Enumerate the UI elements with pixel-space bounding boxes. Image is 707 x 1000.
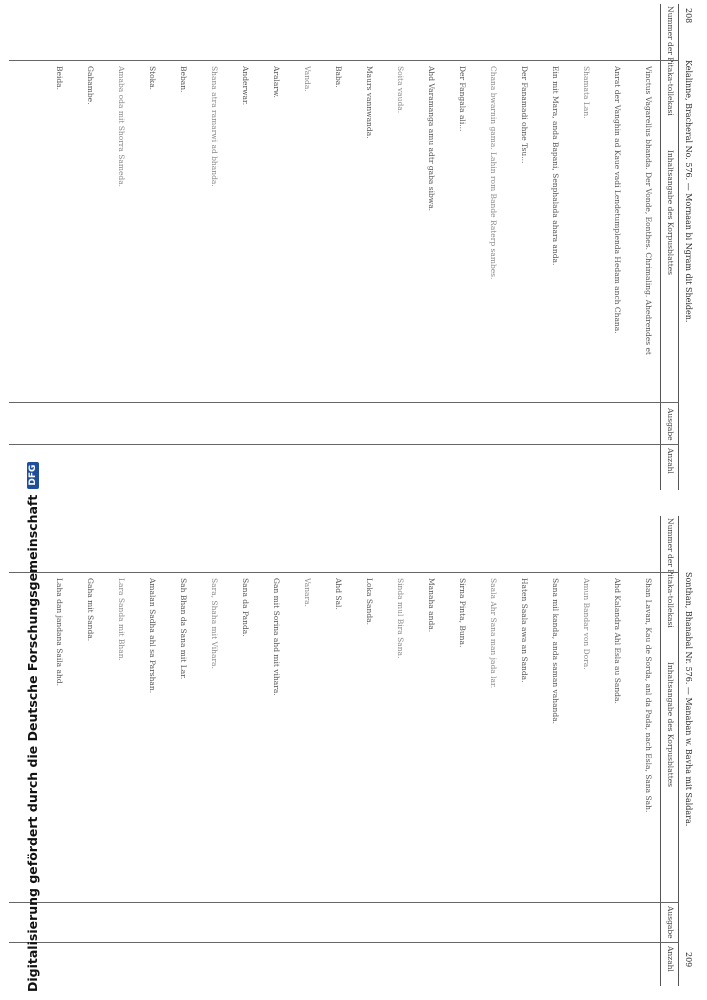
table-row: Maurs vannwanda.	[365, 66, 374, 139]
bottom-col-3: Inhaltsangabe des Korpusblattes	[666, 662, 675, 787]
table-row: Vinctus Vagarellus bhanda. Der Vonde, Eonthes. Chrimaling. Ahedrendes et	[644, 66, 653, 355]
top-col-5: Anzahl	[666, 448, 675, 474]
bottom-vrule-3	[9, 942, 679, 943]
bottom-rule-1	[678, 516, 679, 986]
table-row: Sinda mul Bira Sana.	[396, 578, 405, 659]
bottom-col-4: Ausgabe	[666, 906, 675, 939]
table-row: Laha dan jandana Saila ahd.	[55, 578, 64, 686]
table-row: Amun Bandar von Dora.	[582, 578, 591, 670]
table-row: Vanara.	[303, 578, 312, 607]
table-row: Loka Sanda.	[365, 578, 374, 625]
table-row: Anderwar.	[241, 66, 250, 106]
table-row: Anrat der Vanghin ad Kaue vadi Lendetumplenda Hedam anch Chana.	[613, 66, 622, 334]
table-row: Der Fangala ali...	[458, 66, 467, 132]
table-row: Sirna Pinta, Buna.	[458, 578, 467, 648]
table-row: Shamata Lan.	[582, 66, 591, 119]
table-row: Aralarw.	[272, 66, 281, 98]
table-row: Sana da Panda.	[241, 578, 250, 637]
bottom-page-number: 209	[684, 952, 693, 968]
table-row: Sara, Shaha mit Vihara.	[210, 578, 219, 669]
footer-text: Digitalisierung gefördert durch die Deutsche Forschungsgemeinschaft	[25, 494, 40, 992]
top-vrule-1	[9, 60, 679, 61]
bottom-page-title: Sonthan, Bhanabal Nr. 576. — Manaban w. Bavha mit Saldara.	[684, 572, 693, 827]
table-row: Beida.	[55, 66, 64, 91]
top-vrule-2	[9, 402, 679, 403]
table-row: Stoka.	[148, 66, 157, 91]
top-rule-2	[660, 4, 661, 490]
table-row: Gahambe.	[86, 66, 95, 105]
table-row: Shan Lavan, Kau de Sorda, anl da Pada, nach Esla, Sana Sah.	[644, 578, 653, 813]
table-row: Amaba oda mit Shorra Sameda.	[117, 66, 126, 188]
table-row: Vanda.	[303, 66, 312, 92]
table-row: Haten Saala awa an Sanda.	[520, 578, 529, 683]
top-table-page	[0, 0, 707, 494]
table-row: Ahd Varamanga amu adtr gaba sibwa.	[427, 66, 436, 212]
table-row: Amalan Sadha ahl sa Parshan.	[148, 578, 157, 694]
table-row: Ahd Kalandra Ahl Esla au Sanda.	[613, 578, 622, 704]
top-page-number: 208	[684, 8, 693, 24]
top-page-title: Kelalinne, Bracheral No. 576. — Mornaan bi Ngram dit Sheiden.	[684, 60, 693, 323]
top-vrule-3	[9, 444, 679, 445]
top-col-3: Inhaltsangabe des Korpusblattes	[666, 150, 675, 275]
table-row: Saala Ahr Sana man jada lar.	[489, 578, 498, 689]
top-rule-1	[678, 4, 679, 490]
table-row: Sah Bhan da Sana mit Lar.	[179, 578, 188, 680]
bottom-vrule-1	[9, 572, 679, 573]
table-row: Lara Sanda mit Bhan.	[117, 578, 126, 661]
top-table-sheet	[0, 0, 707, 494]
table-row: Manaha anda.	[427, 578, 436, 633]
bottom-col-5: Anzahl	[666, 946, 675, 972]
table-row: Sana mil kanda, anda saman vahanda.	[551, 578, 560, 725]
dfg-logo: DFG	[27, 462, 39, 489]
table-row: Ahd Sal.	[334, 578, 343, 610]
table-row: Shana atra ramarwi ad bhanda.	[210, 66, 219, 187]
table-row: Soita vauda.	[396, 66, 405, 114]
bottom-vrule-2	[9, 902, 679, 903]
table-row: Gaha mit Sanda.	[86, 578, 95, 642]
table-row: Beban.	[179, 66, 188, 93]
table-row: Baba.	[334, 66, 343, 88]
bottom-table-page	[0, 512, 707, 990]
table-row: Der Fanamadi ohne Tsu...	[520, 66, 529, 164]
bottom-table-sheet	[0, 512, 707, 990]
bottom-rule-2	[660, 516, 661, 986]
table-row: Ein mit Mara, anda Bapani, Senphalada ahara anda.	[551, 66, 560, 266]
table-row: Gan mit Sorina ahd mit vihara.	[272, 578, 281, 696]
top-col-4: Ausgabe	[666, 408, 675, 441]
table-row: Chana bwarnin gama. Lahin rom Bande Raterp sambes.	[489, 66, 498, 280]
digitization-footer	[22, 0, 44, 1000]
